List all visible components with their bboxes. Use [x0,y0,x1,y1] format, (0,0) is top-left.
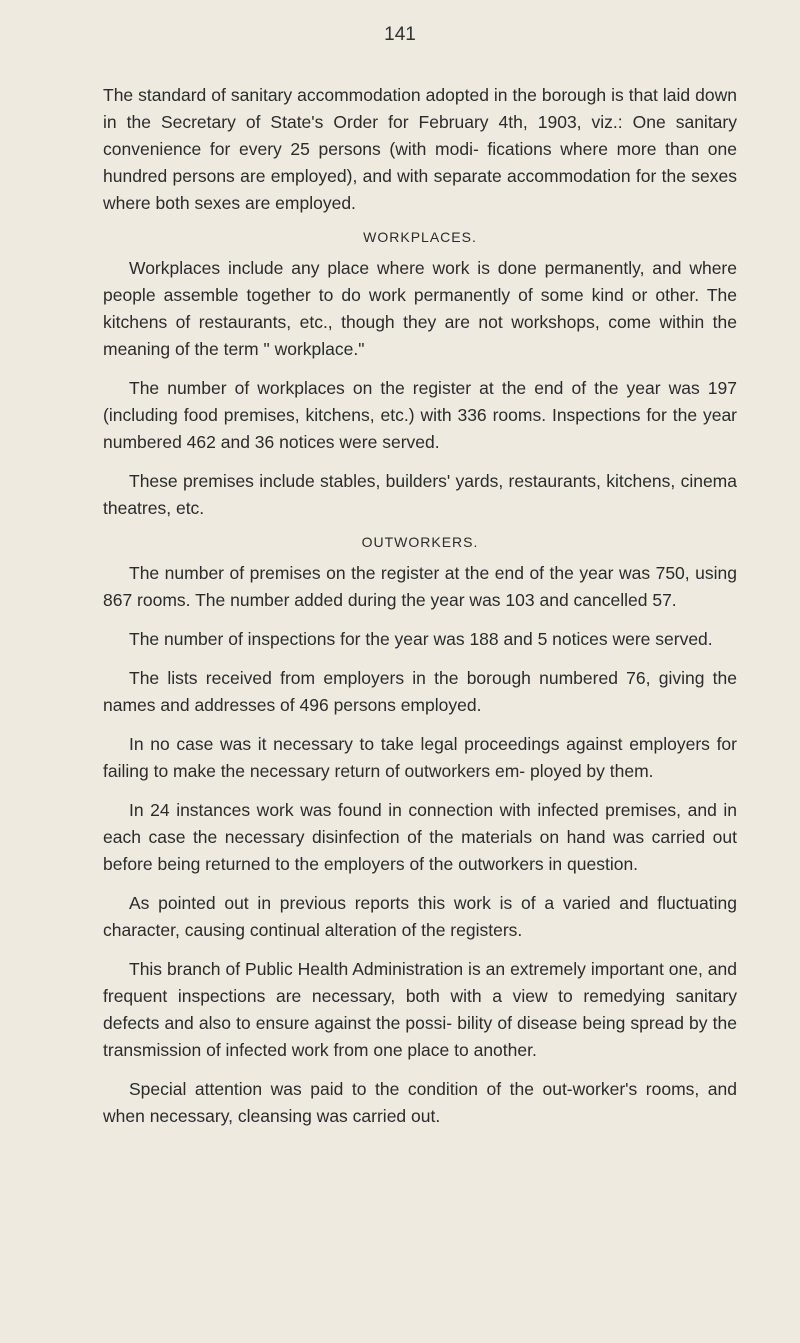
outworkers-heading: OUTWORKERS. [361,534,479,550]
outworkers-paragraph-8: Special attention was paid to the condition of the out-worker's rooms, and when necessary, cleansing was carried out. [103,1079,737,1126]
workplaces-paragraph-1: Workplaces include any place where work is done permanently, and where people assemble together to do work permanently of some kind or other. The kitchens of restaurants, etc., though they are not workshops, come within the meaning of the term " workplace." [103,258,737,359]
outworkers-paragraph-2: The number of inspections for the year was 188 and 5 notices were served. [129,629,713,649]
outworkers-paragraph-5: In 24 instances work was found in connection with infected premises, and in each case the necessary disinfection of the materials on hand was carried out before being returned to the employers of the outworkers in question. [103,800,737,874]
intro-paragraph: The standard of sanitary accommodation adopted in the borough is that laid down in the Secretary of State's Order for February 4th, 1903, viz.: One sanitary convenience for every 25 persons (with modi- fications where more than one hundred persons are employed), and with separate accommodation for the sexes where both sexes are employed. [103,85,737,213]
outworkers-paragraph-4: In no case was it necessary to take legal proceedings against employers for failing to make the necessary return of outworkers em- ployed by them. [103,734,737,781]
outworkers-paragraph-1: The number of premises on the register at the end of the year was 750, using 867 rooms. The number added during the year was 103 and cancelled 57. [103,563,737,610]
document-body [103,82,737,1142]
page-number: 141 [384,24,416,45]
outworkers-paragraph-3: The lists received from employers in the borough numbered 76, giving the names and addresses of 496 persons employed. [103,668,737,715]
workplaces-paragraph-2: The number of workplaces on the register at the end of the year was 197 (including food premises, kitchens, etc.) with 336 rooms. Inspections for the year numbered 462 and 36 notices were served. [103,378,737,452]
outworkers-paragraph-6: As pointed out in previous reports this work is of a varied and fluctuating character, causing continual alteration of the registers. [103,893,737,940]
outworkers-paragraph-7: This branch of Public Health Administration is an extremely important one, and frequent inspections are necessary, both with a view to remedying sanitary defects and also to ensure against the possi- bility of disease being spread by the transmission of infected work from one place to another. [103,959,737,1060]
workplaces-paragraph-3: These premises include stables, builders' yards, restaurants, kitchens, cinema theatres, etc. [103,471,737,518]
workplaces-heading: WORKPLACES. [363,229,477,245]
